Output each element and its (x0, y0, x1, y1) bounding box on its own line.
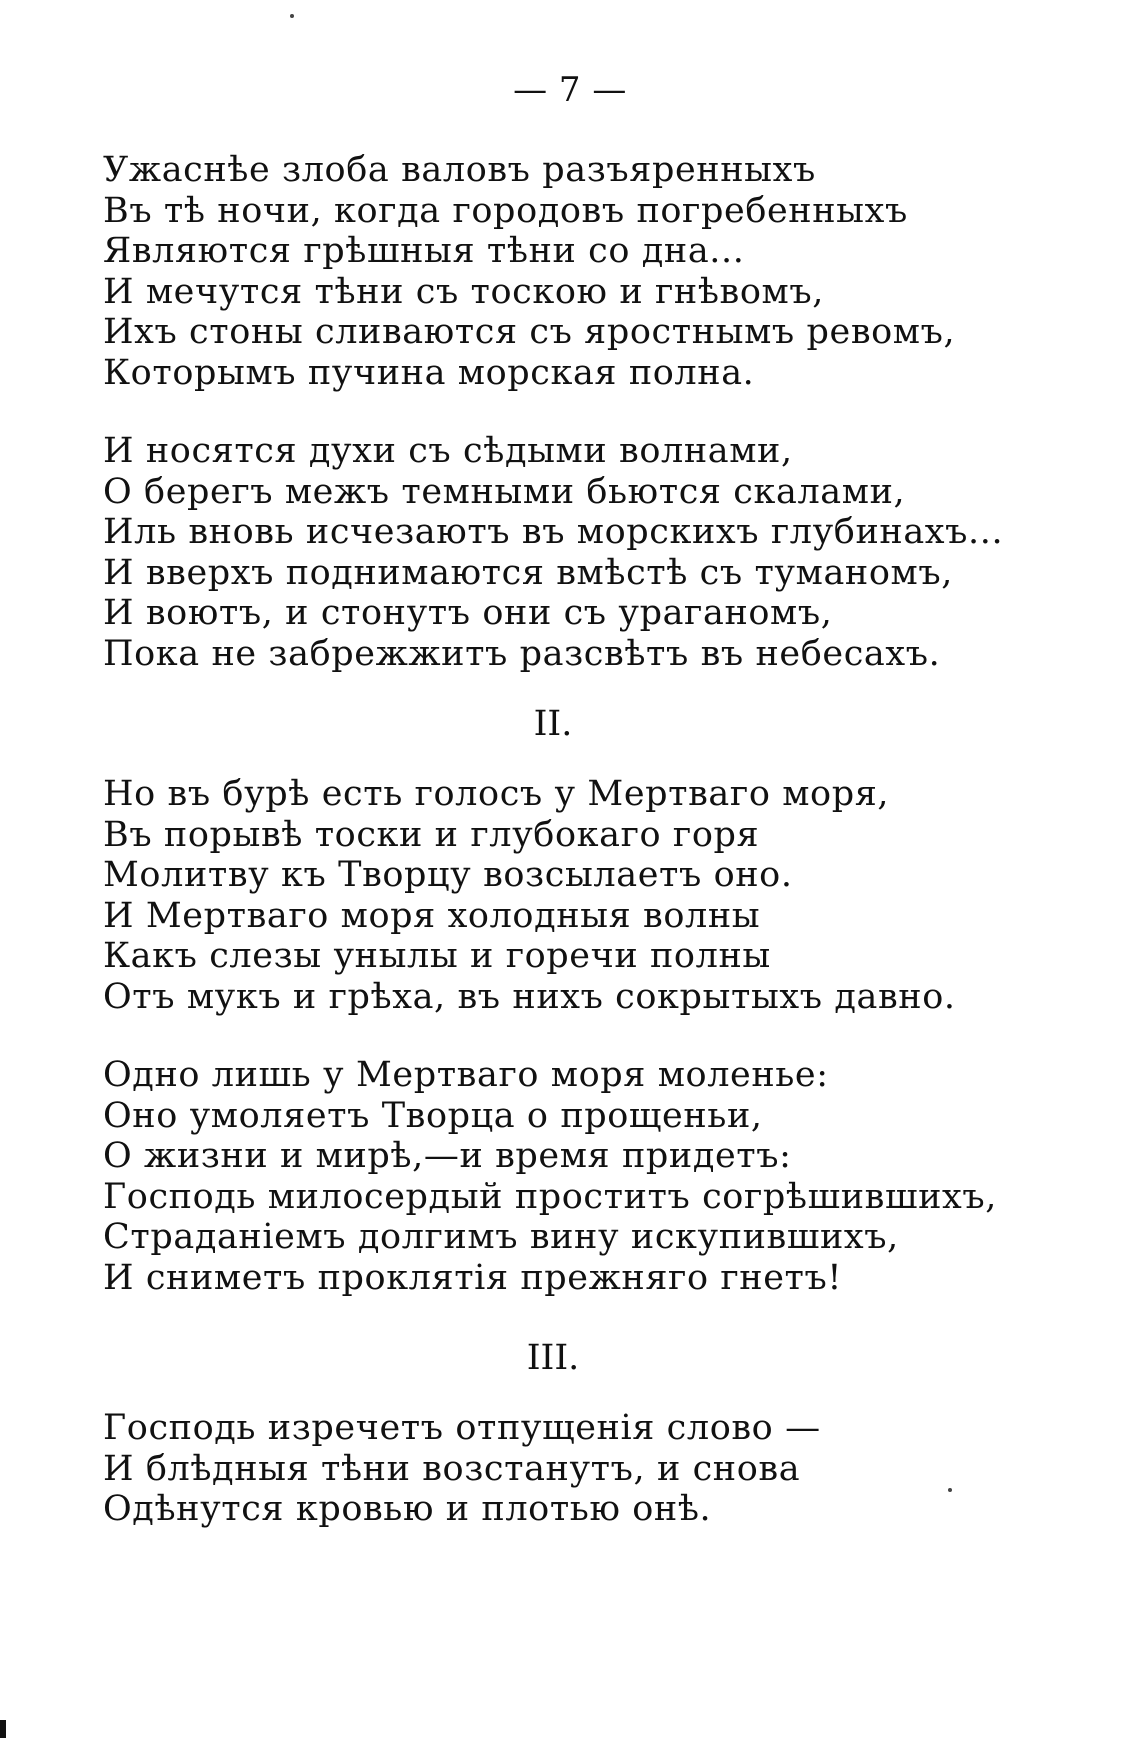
verse-line: Какъ слезы унылы и горечи полны (103, 936, 771, 976)
verse-line: Ужаснѣе злоба валовъ разъяренныхъ (103, 150, 816, 190)
scan-speck (948, 1488, 952, 1492)
stanza-4 (103, 1055, 1103, 1298)
verse-line: Отъ мукъ и грѣха, въ нихъ сокрытыхъ давно. (103, 976, 956, 1017)
verse-line: Иль вновь исчезаютъ въ морскихъ глубинахъ... (103, 512, 1004, 552)
verse-line: Ихъ стоны сливаются съ яростнымъ ревомъ, (103, 312, 956, 352)
verse-line: О жизни и мирѣ,—и время придетъ: (103, 1136, 792, 1176)
verse-line: Молитву къ Творцу возсылаетъ оно. (103, 855, 793, 895)
verse-line: И мечутся тѣни съ тоскою и гнѣвомъ, (103, 271, 824, 312)
verse-line: Господь изречетъ отпущенія слово — (103, 1408, 821, 1448)
verse-line: Господь милосердый проститъ согрѣшившихъ, (103, 1176, 997, 1217)
stanza-3 (103, 774, 1103, 1017)
verse-line: И Мертваго моря холодныя волны (103, 895, 761, 936)
verse-line: Одѣнутся кровью и плотью онѣ. (103, 1489, 712, 1529)
section-heading-3: III. (526, 1338, 580, 1378)
verse-line: О берегъ межъ темными бьются скалами, (103, 471, 906, 512)
verse-line: Оно умоляетъ Творца о прощеньи, (103, 1095, 763, 1136)
verse-line: Въ тѣ ночи, когда городовъ погребенныхъ (103, 190, 908, 231)
verse-line: И сниметъ проклятія прежняго гнетъ! (103, 1257, 843, 1298)
page-number: — 7 — (513, 70, 627, 110)
verse-line: Которымъ пучина морская полна. (103, 352, 755, 393)
stanza-2 (103, 431, 1103, 674)
section-heading-2: II. (533, 704, 573, 744)
verse-line: Въ порывѣ тоски и глубокаго горя (103, 814, 760, 855)
stanza-1 (103, 150, 1103, 393)
verse-line: Являются грѣшныя тѣни со дна... (103, 231, 745, 271)
edge-mark (0, 1720, 6, 1738)
verse-line: И носятся духи съ сѣдыми волнами, (103, 431, 793, 471)
verse-line: И воютъ, и стонутъ они съ ураганомъ, (103, 593, 833, 633)
verse-line: Страданіемъ долгимъ вину искупившихъ, (103, 1217, 899, 1257)
poem-text (103, 150, 1103, 1530)
verse-line: Пока не забрежжитъ разсвѣтъ въ небесахъ. (103, 633, 941, 674)
scan-speck (290, 14, 294, 18)
verse-line: И блѣдныя тѣни возстанутъ, и снова (103, 1448, 801, 1489)
stanza-5 (103, 1408, 1103, 1530)
verse-line: И вверхъ поднимаются вмѣстѣ съ туманомъ, (103, 552, 953, 593)
verse-line: Но въ бурѣ есть голосъ у Мертваго моря, (103, 774, 890, 814)
verse-line: Одно лишь у Мертваго моря моленье: (103, 1055, 829, 1095)
